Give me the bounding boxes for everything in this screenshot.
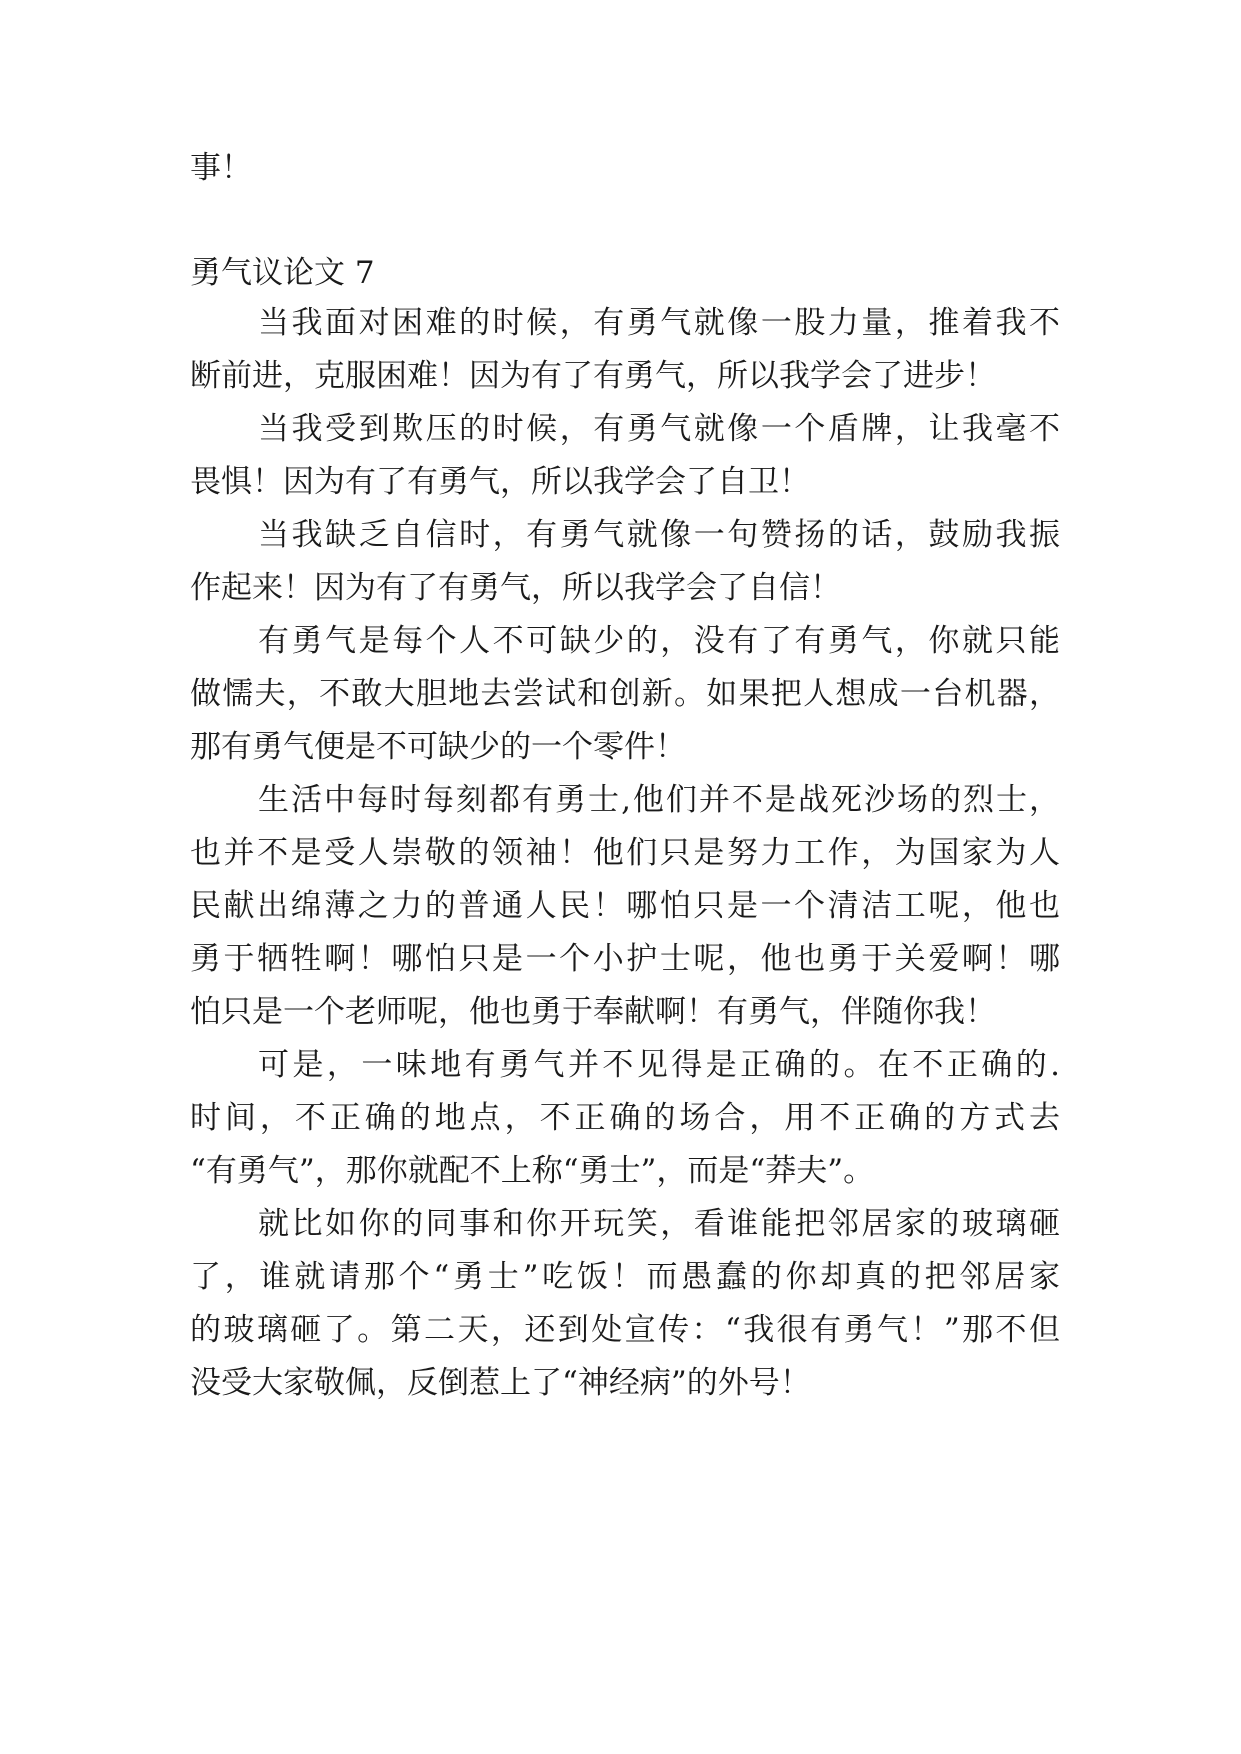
- paragraph-5-line-4: 勇于牺牲啊！哪怕只是一个小护士呢，他也勇于关爱啊！哪: [190, 941, 1060, 977]
- paragraph-2-line-1: 当我受到欺压的时候，有勇气就像一个盾牌，让我毫不: [258, 411, 1060, 447]
- paragraph-7-line-4: 没受大家敬佩，反倒惹上了“神经病”的外号！: [190, 1365, 811, 1401]
- paragraph-6-line-1: 可是，一味地有勇气并不见得是正确的。在不正确的.: [258, 1047, 1060, 1083]
- continuation-text: 事！: [190, 150, 252, 186]
- paragraph-7-line-1: 就比如你的同事和你开玩笑，看谁能把邻居家的玻璃砸: [258, 1206, 1060, 1242]
- paragraph-5-line-5: 怕只是一个老师呢，他也勇于奉献啊！有勇气，伴随你我！: [190, 994, 996, 1030]
- paragraph-7-line-2: 了，谁就请那个“勇士”吃饭！而愚蠢的你却真的把邻居家: [190, 1259, 1060, 1295]
- essay-heading: 勇气议论文 7: [190, 255, 375, 291]
- paragraph-5-line-1: 生活中每时每刻都有勇士,他们并不是战死沙场的烈士，: [258, 782, 1060, 818]
- paragraph-1-line-1: 当我面对困难的时候，有勇气就像一股力量，推着我不: [258, 305, 1060, 341]
- paragraph-6-line-3: “有勇气”，那你就配不上称“勇士”，而是“莽夫”。: [190, 1153, 875, 1189]
- paragraph-4-line-3: 那有勇气便是不可缺少的一个零件！: [190, 729, 686, 765]
- paragraph-3-line-2: 作起来！因为有了有勇气，所以我学会了自信！: [190, 570, 841, 606]
- paragraph-3-line-1: 当我缺乏自信时，有勇气就像一句赞扬的话，鼓励我振: [258, 517, 1060, 553]
- paragraph-4-line-1: 有勇气是每个人不可缺少的，没有了有勇气，你就只能: [258, 623, 1060, 659]
- paragraph-5-line-2: 也并不是受人崇敬的领袖！他们只是努力工作，为国家为人: [190, 835, 1060, 871]
- paragraph-7-line-3: 的玻璃砸了。第二天，还到处宣传：“我很有勇气！”那不但: [190, 1312, 1060, 1348]
- paragraph-1-line-2: 断前进，克服困难！因为有了有勇气，所以我学会了进步！: [190, 358, 996, 394]
- paragraph-5-line-3: 民献出绵薄之力的普通人民！哪怕只是一个清洁工呢，他也: [190, 888, 1060, 924]
- paragraph-4-line-2: 做懦夫，不敢大胆地去尝试和创新。如果把人想成一台机器，: [190, 676, 1060, 712]
- paragraph-2-line-2: 畏惧！因为有了有勇气，所以我学会了自卫！: [190, 464, 810, 500]
- paragraph-6-line-2: 时间，不正确的地点，不正确的场合，用不正确的方式去: [190, 1100, 1060, 1136]
